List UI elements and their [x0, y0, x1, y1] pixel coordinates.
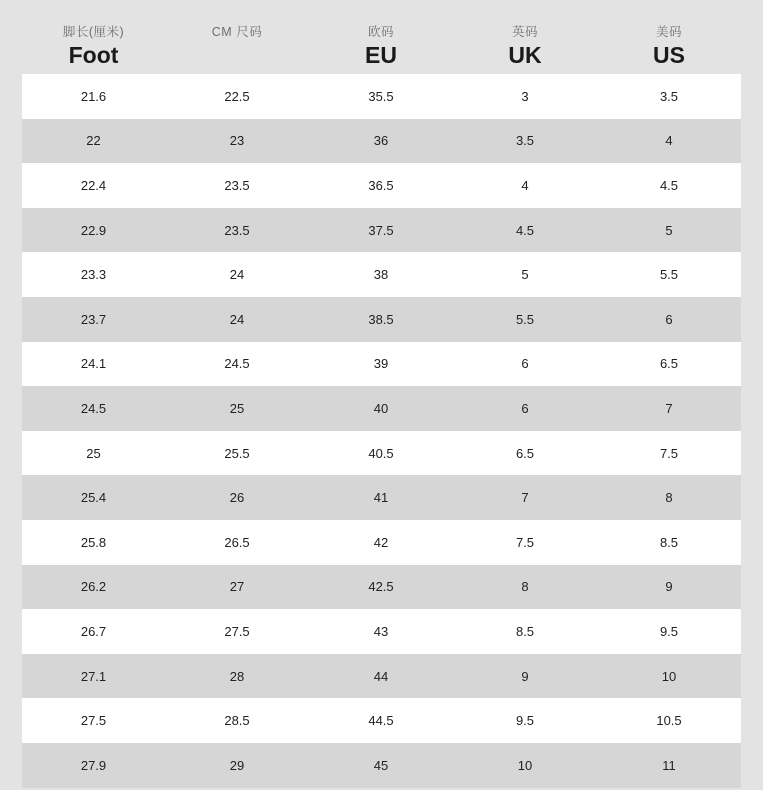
table-cell: 23 — [165, 119, 309, 164]
column-header-eu-en: EU — [365, 41, 397, 68]
table-cell: 4.5 — [597, 163, 741, 208]
table-row — [22, 609, 741, 654]
table-cell: 43 — [309, 609, 453, 654]
table-cell: 22.4 — [22, 163, 165, 208]
table-cell: 27.5 — [22, 698, 165, 743]
table-cell: 7.5 — [453, 520, 597, 565]
table-cell: 6 — [453, 342, 597, 387]
table-cell: 25.8 — [22, 520, 165, 565]
table-cell: 26 — [165, 475, 309, 520]
table-cell: 23.5 — [165, 163, 309, 208]
table-cell: 26.2 — [22, 565, 165, 610]
table-cell: 4.5 — [453, 208, 597, 253]
table-row — [22, 342, 741, 387]
table-cell: 5.5 — [597, 252, 741, 297]
table-cell: 44 — [309, 654, 453, 699]
table-cell: 26.5 — [165, 520, 309, 565]
table-cell: 45 — [309, 743, 453, 788]
shoe-size-table — [22, 0, 741, 788]
table-row — [22, 252, 741, 297]
table-cell: 22.9 — [22, 208, 165, 253]
table-cell: 40 — [309, 386, 453, 431]
table-cell: 42 — [309, 520, 453, 565]
table-cell: 3.5 — [597, 74, 741, 119]
column-header-foot — [22, 0, 165, 74]
table-cell: 8 — [597, 475, 741, 520]
table-cell: 25.5 — [165, 431, 309, 476]
table-row — [22, 565, 741, 610]
table-cell: 8.5 — [453, 609, 597, 654]
table-cell: 4 — [453, 163, 597, 208]
table-header-row — [22, 0, 741, 74]
table-cell: 6.5 — [597, 342, 741, 387]
column-header-eu — [309, 0, 453, 74]
table-row — [22, 654, 741, 699]
column-header-uk — [453, 0, 597, 74]
table-row — [22, 297, 741, 342]
table-cell: 25 — [22, 431, 165, 476]
column-header-foot-cn: 脚长(厘米) — [62, 25, 125, 39]
table-row — [22, 431, 741, 476]
column-header-eu-cn: 欧码 — [367, 25, 394, 39]
table-cell: 3 — [453, 74, 597, 119]
table-cell: 5 — [453, 252, 597, 297]
table-cell: 25 — [165, 386, 309, 431]
table-cell: 6 — [453, 386, 597, 431]
table-cell: 24.1 — [22, 342, 165, 387]
column-header-foot-en: Foot — [68, 41, 119, 68]
column-header-us-cn: 美码 — [655, 25, 682, 39]
table-cell: 21.6 — [22, 74, 165, 119]
table-cell: 40.5 — [309, 431, 453, 476]
table-cell: 27.1 — [22, 654, 165, 699]
table-cell: 26.7 — [22, 609, 165, 654]
table-cell: 8.5 — [597, 520, 741, 565]
table-cell: 27 — [165, 565, 309, 610]
table-cell: 23.7 — [22, 297, 165, 342]
column-header-uk-en: UK — [508, 41, 542, 68]
column-header-us-en: US — [653, 41, 685, 68]
table-cell: 3.5 — [453, 119, 597, 164]
table-row — [22, 475, 741, 520]
table-cell: 23.3 — [22, 252, 165, 297]
table-cell: 22 — [22, 119, 165, 164]
table-cell: 7 — [597, 386, 741, 431]
table-cell: 24 — [165, 297, 309, 342]
table-cell: 28.5 — [165, 698, 309, 743]
size-table-container — [22, 0, 741, 788]
table-row — [22, 208, 741, 253]
table-cell: 27.9 — [22, 743, 165, 788]
table-cell: 36.5 — [309, 163, 453, 208]
table-cell: 6 — [597, 297, 741, 342]
table-cell: 9 — [597, 565, 741, 610]
table-row — [22, 698, 741, 743]
column-header-uk-cn: 英码 — [511, 25, 538, 39]
table-cell: 24.5 — [165, 342, 309, 387]
table-cell: 38 — [309, 252, 453, 297]
table-cell: 9 — [453, 654, 597, 699]
table-cell: 10 — [453, 743, 597, 788]
table-cell: 39 — [309, 342, 453, 387]
table-cell: 5 — [597, 208, 741, 253]
table-row — [22, 163, 741, 208]
table-cell: 22.5 — [165, 74, 309, 119]
table-cell: 27.5 — [165, 609, 309, 654]
table-cell: 7 — [453, 475, 597, 520]
table-cell: 44.5 — [309, 698, 453, 743]
table-row — [22, 743, 741, 788]
table-cell: 9.5 — [453, 698, 597, 743]
table-row — [22, 74, 741, 119]
table-cell: 7.5 — [597, 431, 741, 476]
table-cell: 5.5 — [453, 297, 597, 342]
column-header-us — [597, 0, 741, 74]
table-row — [22, 119, 741, 164]
table-row — [22, 386, 741, 431]
column-header-cm-cn: CM 尺码 — [211, 25, 263, 39]
table-cell: 35.5 — [309, 74, 453, 119]
table-cell: 24.5 — [22, 386, 165, 431]
table-cell: 9.5 — [597, 609, 741, 654]
table-cell: 42.5 — [309, 565, 453, 610]
table-cell: 23.5 — [165, 208, 309, 253]
table-cell: 6.5 — [453, 431, 597, 476]
table-cell: 37.5 — [309, 208, 453, 253]
table-cell: 38.5 — [309, 297, 453, 342]
table-cell: 10.5 — [597, 698, 741, 743]
table-cell: 11 — [597, 743, 741, 788]
table-cell: 28 — [165, 654, 309, 699]
table-cell: 41 — [309, 475, 453, 520]
table-cell: 4 — [597, 119, 741, 164]
table-cell: 24 — [165, 252, 309, 297]
table-body — [22, 74, 741, 788]
table-row — [22, 520, 741, 565]
table-cell: 10 — [597, 654, 741, 699]
table-cell: 36 — [309, 119, 453, 164]
column-header-cm — [165, 0, 309, 74]
table-cell: 29 — [165, 743, 309, 788]
table-cell: 25.4 — [22, 475, 165, 520]
table-cell: 8 — [453, 565, 597, 610]
table-header — [22, 0, 741, 74]
